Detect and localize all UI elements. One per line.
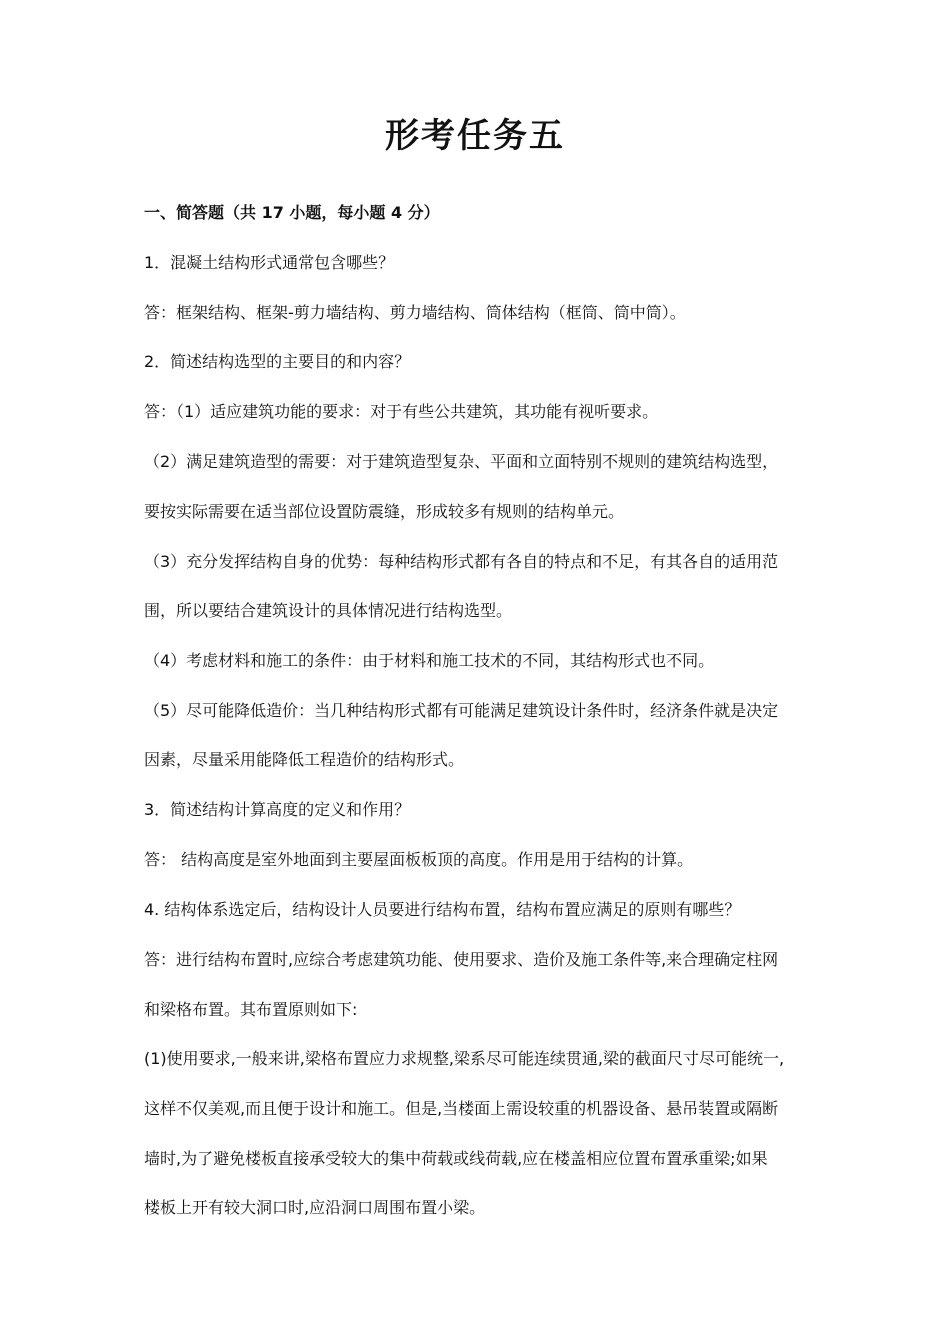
text-line: （5）尽可能降低造价：当几种结构形式都有可能满足建筑设计条件时，经济条件就是决定 (144, 701, 779, 720)
text-line: （4）考虑材料和施工的条件：由于材料和施工技术的不同，其结构形式也不同。 (144, 651, 715, 670)
text-line: 1．混凝土结构形式通常包含哪些？ (144, 253, 395, 272)
text-line: 2．简述结构选型的主要目的和内容？ (144, 352, 411, 371)
text-line: 要按实际需要在适当部位设置防震缝，形成较多有规则的结构单元。 (144, 502, 625, 521)
text-line: 和梁格布置。其布置原则如下: (144, 1000, 358, 1019)
text-line: 答： 结构高度是室外地面到主要屋面板板顶的高度。作用是用于结构的计算。 (144, 850, 694, 869)
text-line: 4. 结构体系选定后，结构设计人员要进行结构布置，结构布置应满足的原则有哪些？ (144, 900, 741, 919)
text-line: 3．简述结构计算高度的定义和作用？ (144, 800, 411, 819)
text-line: 楼板上开有较大洞口时,应沿洞口周围布置小梁。 (144, 1198, 486, 1217)
text-line: （3）充分发挥结构自身的优势：每种结构形式都有各自的特点和不足，有其各自的适用范 (144, 552, 779, 571)
document-title: 形考任务五 (385, 116, 565, 156)
text-line: 因素，尽量采用能降低工程造价的结构形式。 (144, 750, 465, 769)
section-heading: 一、简答题（共 17 小题，每小题 4 分） (144, 203, 440, 222)
text-line: 围，所以要结合建筑设计的具体情况进行结构选型。 (144, 601, 513, 620)
text-line: 答：进行结构布置时,应综合考虑建筑功能、使用要求、造价及施工条件等,来合理确定柱网 (144, 950, 779, 969)
text-line: 答：框架结构、框架-剪力墙结构、剪力墙结构、筒体结构（框筒、筒中筒）。 (144, 303, 686, 322)
text-line: 这样不仅美观,而且便于设计和施工。但是,当楼面上需设较重的机器设备、悬吊装置或隔断 (144, 1099, 779, 1118)
text-line: (1)使用要求,一般来讲,梁格布置应力求规整,梁系尽可能连续贯通,梁的截面尺寸尽可能统一, (144, 1049, 785, 1068)
text-line: 墙时,为了避免楼板直接承受较大的集中荷载或线荷载,应在楼盖相应位置布置承重梁;如果 (144, 1149, 768, 1168)
text-line: 答：（1）适应建筑功能的要求：对于有些公共建筑，其功能有视听要求。 (144, 402, 659, 421)
text-line: （2）满足建筑造型的需要：对于建筑造型复杂、平面和立面特别不规则的建筑结构选型， (144, 452, 779, 471)
